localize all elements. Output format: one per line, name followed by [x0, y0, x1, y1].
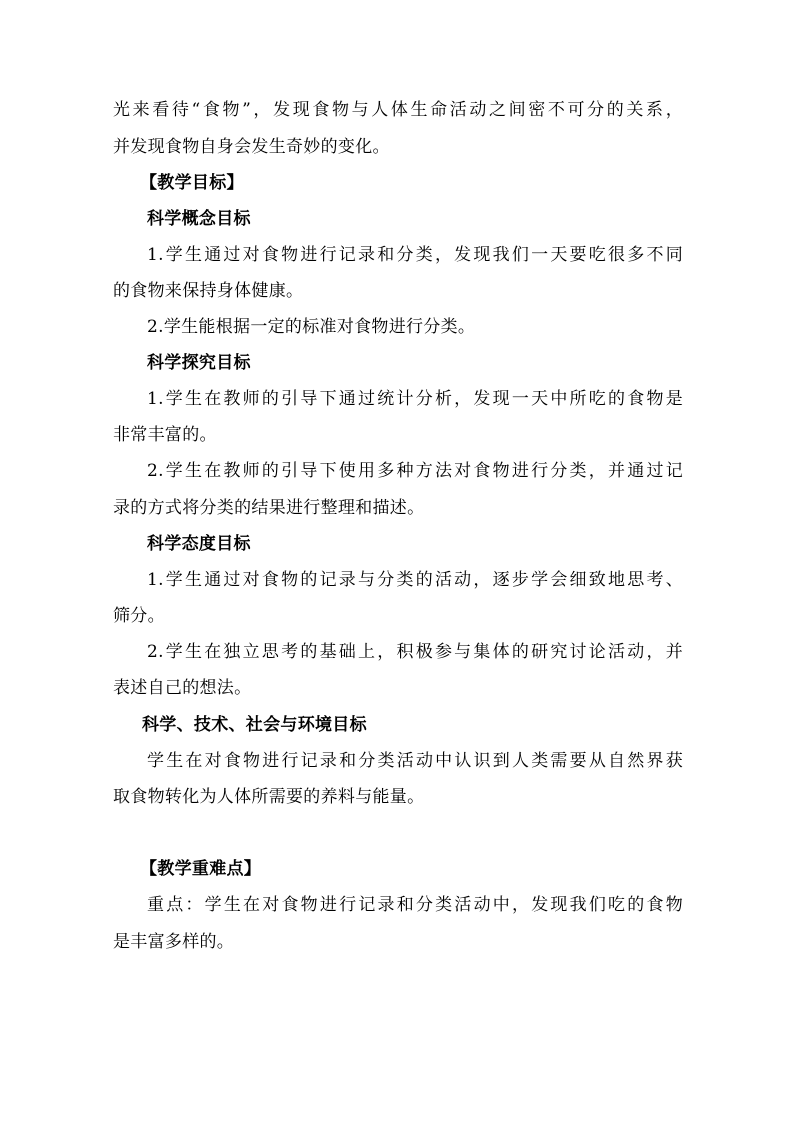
attitude-heading: 科学态度目标 [147, 534, 251, 554]
intro-line-2: 并发现食物自身会发生奇妙的变化。 [113, 137, 390, 157]
concept-item2: 2.学生能根据一定的标准对食物进行分类。 [147, 317, 476, 337]
inquiry-item2-line2: 录的方式将分类的结果进行整理和描述。 [113, 498, 425, 518]
attitude-item2-line1: 2.学生在独立思考的基础上，积极参与集体的研究讨论活动，并 [147, 642, 683, 662]
stse-text-line1: 学生在对食物进行记录和分类活动中认识到人类需要从自然界获 [147, 751, 683, 771]
attitude-item1-line1: 1.学生通过对食物的记录与分类的活动，逐步学会细致地思考、 [147, 570, 683, 590]
concept-heading: 科学概念目标 [147, 209, 251, 229]
intro-line-1: 光来看待“食物”，发现食物与人体生命活动之间密不可分的关系， [113, 100, 683, 120]
inquiry-item2-line1: 2.学生在教师的引导下使用多种方法对食物进行分类，并通过记 [147, 461, 683, 481]
attitude-item2-line2: 表述自己的想法。 [113, 678, 252, 698]
key-points-line1: 重点：学生在对食物进行记录和分类活动中，发现我们吃的食物 [147, 895, 683, 915]
inquiry-item1-line1: 1.学生在教师的引导下通过统计分析，发现一天中所吃的食物是 [147, 389, 683, 409]
concept-item1-line2: 的食物来保持身体健康。 [113, 281, 304, 301]
stse-heading: 科学、技术、社会与环境目标 [142, 715, 367, 735]
inquiry-item1-line2: 非常丰富的。 [113, 425, 217, 445]
objectives-heading: 【教学目标】 [140, 173, 244, 193]
key-points-line2: 是丰富多样的。 [113, 932, 235, 952]
attitude-item1-line2: 筛分。 [113, 606, 165, 626]
inquiry-heading: 科学探究目标 [147, 353, 251, 373]
stse-text-line2: 取食物转化为人体所需要的养料与能量。 [113, 787, 425, 807]
key-points-heading: 【教学重难点】 [140, 859, 262, 879]
concept-item1-line1: 1.学生通过对食物进行记录和分类，发现我们一天要吃很多不同 [147, 245, 683, 265]
